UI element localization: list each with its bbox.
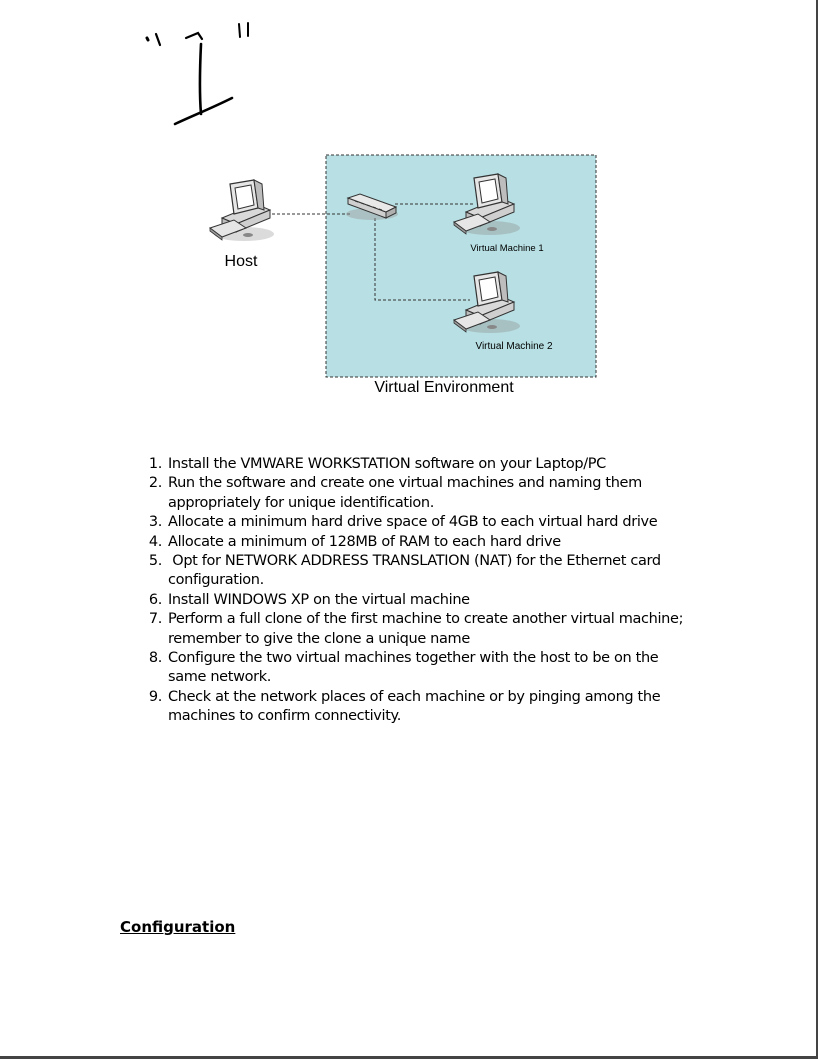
handwritten-annotation <box>130 20 250 135</box>
host-computer-icon <box>210 180 274 241</box>
virtual-environment-box <box>326 155 596 377</box>
vm1-label: Virtual Machine 1 <box>470 243 544 254</box>
configuration-heading: Configuration <box>120 918 236 936</box>
instruction-steps <box>140 455 720 727</box>
list-item: 4. Allocate a minimum of 128MB of RAM to each hard drive <box>148 533 561 550</box>
list-item: 5. Opt for NETWORK ADDRESS TRANSLATION (NAT) for the Ethernet card configuration. <box>148 553 661 589</box>
list-item: 9. Check at the network places of each machine or by pinging among the machines to confirm connectivity. <box>148 688 661 725</box>
list-item: 3. Allocate a minimum hard drive space of 4GB to each virtual hard drive <box>148 514 658 531</box>
list-item: 8. Configure the two virtual machines together with the host to be on the same network. <box>148 650 659 686</box>
list-item: 1. Install the VMWARE WORKSTATION software on your Laptop/PC <box>148 456 606 472</box>
list-item: 6. Install WINDOWS XP on the virtual machine <box>148 591 470 608</box>
vm2-label: Virtual Machine 2 <box>475 341 553 352</box>
network-diagram <box>190 150 610 405</box>
virtual-environment-label: Virtual Environment <box>374 379 514 396</box>
list-item: 2. Run the software and create one virtual machines and naming them appropriately for unique identification. <box>148 475 642 511</box>
list-item: 7. Perform a full clone of the first machine to create another virtual machine; remember to give the clone a unique name <box>148 611 684 647</box>
host-label: Host <box>224 253 258 270</box>
